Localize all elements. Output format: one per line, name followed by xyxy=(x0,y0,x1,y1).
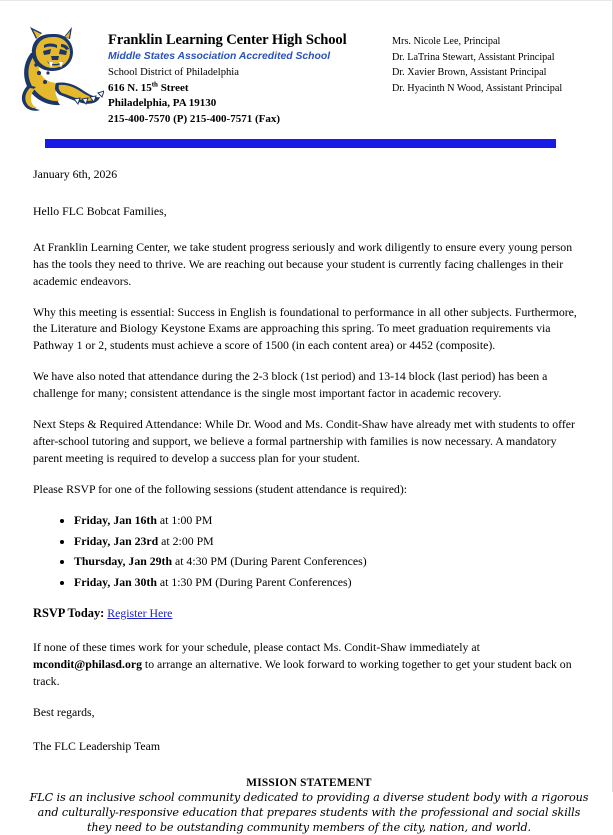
administrator-assistant-2: Dr. Xavier Brown, Assistant Principal xyxy=(392,67,547,78)
session-detail: at 1:00 PM xyxy=(156,513,213,528)
paragraph-contact xyxy=(33,639,582,690)
contact-text-after: to arrange an alternative. We look forward to working together to get your student back on track. xyxy=(33,656,572,688)
letter-greeting: Hello FLC Bobcat Families, xyxy=(33,203,167,218)
letter-body xyxy=(0,166,612,755)
rsvp-intro: Please RSVP for one of the following sessions (student attendance is required): xyxy=(33,482,408,497)
session-list xyxy=(33,512,582,590)
letterhead xyxy=(0,1,612,128)
session-date: Friday, Jan 16th xyxy=(74,513,157,528)
accreditation-line: Middle States Association Accredited School xyxy=(108,51,331,63)
mission-statement-title: MISSION STATEMENT xyxy=(246,776,372,789)
contact-text-before: If none of these times work for your schedule, please contact Ms. Condit-Shaw immediately at xyxy=(33,639,480,654)
paragraph-next-steps: Next Steps & Required Attendance: While Dr. Wood and Ms. Condit-Shaw have already met with students to offer after-school tutoring and support, we believe a formal partnership with families is now necessary. A mandatory parent meeting is required to develop a success plan for your student. xyxy=(33,417,575,466)
administrators-block xyxy=(386,23,598,96)
administrator-principal: Mrs. Nicole Lee, Principal xyxy=(392,36,501,47)
administrator-assistant-3: Dr. Hyacinth N Wood, Assistant Principal xyxy=(392,82,563,94)
rsvp-today-line xyxy=(33,605,582,623)
session-detail: at 4:30 PM (During Parent Conferences) xyxy=(172,554,367,569)
administrator-assistant-1: Dr. LaTrina Stewart, Assistant Principal xyxy=(392,51,555,63)
school-name: Franklin Learning Center High School xyxy=(108,32,347,48)
street-ordinal-suffix: th xyxy=(151,80,158,89)
letter-closing: Best regards, xyxy=(33,704,95,719)
mission-statement-text: FLC is an inclusive school community dedicated to providing a diverse student body with a rigorous and culturally-responsive education that prepares students with the professional and social skills they need to be outstanding community members of the city, nation, and world. xyxy=(29,790,589,835)
list-item[interactable] xyxy=(74,574,582,590)
list-item[interactable] xyxy=(74,533,582,549)
rsvp-today-label: RSVP Today: xyxy=(33,605,105,620)
session-date: Friday, Jan 30th xyxy=(74,574,157,589)
street-address-line xyxy=(108,81,386,97)
paragraph-attendance: We have also noted that attendance during the 2-3 block (1st period) and 13-14 block (last period) has been a challenge for many; consistent attendance is the single most important factor in academic recovery. xyxy=(33,369,548,401)
phone-fax-line: 215-400-7570 (P) 215-400-7571 (Fax) xyxy=(108,112,280,125)
session-date: Friday, Jan 23rd xyxy=(74,533,159,548)
letter-date: January 6th, 2026 xyxy=(33,166,118,181)
session-detail: at 2:00 PM xyxy=(158,533,214,548)
paragraph-intro: At Franklin Learning Center, we take student progress seriously and work diligently to ensure every young person has the tools they need to thrive. We are reaching out because your student is currently facing challenges in their academic endeavors. xyxy=(33,239,573,288)
list-item[interactable] xyxy=(74,512,582,528)
city-state-zip-line: Philadelphia, PA 19130 xyxy=(108,97,217,110)
school-identity-block xyxy=(108,23,386,128)
session-detail: at 1:30 PM (During Parent Conferences) xyxy=(156,574,352,589)
school-logo xyxy=(14,23,106,121)
bobcat-mascot-icon xyxy=(14,25,104,121)
mission-statement-block xyxy=(0,777,612,835)
paragraph-why-meeting: Why this meeting is essential: Success in English is foundational to performance in all other subjects. Furthermore, the Literature and Biology Keystone Exams are approaching this spring. To meet graduation requirements via Pathway 1 or 2, students must achieve a score of 1500 (in each content area) or 4452 (composite). xyxy=(33,304,577,353)
contact-email[interactable]: mcondit@philasd.org xyxy=(33,656,142,671)
list-item[interactable] xyxy=(74,553,582,569)
letter-signature: The FLC Leadership Team xyxy=(33,738,161,753)
register-here-link[interactable]: Register Here xyxy=(107,605,173,620)
street-word: Street xyxy=(157,81,189,94)
letterhead-divider-rule xyxy=(45,139,556,148)
street-number: 616 N. 15 xyxy=(108,81,152,94)
session-date: Thursday, Jan 29th xyxy=(74,554,173,569)
district-line: School District of Philadelphia xyxy=(108,67,239,79)
